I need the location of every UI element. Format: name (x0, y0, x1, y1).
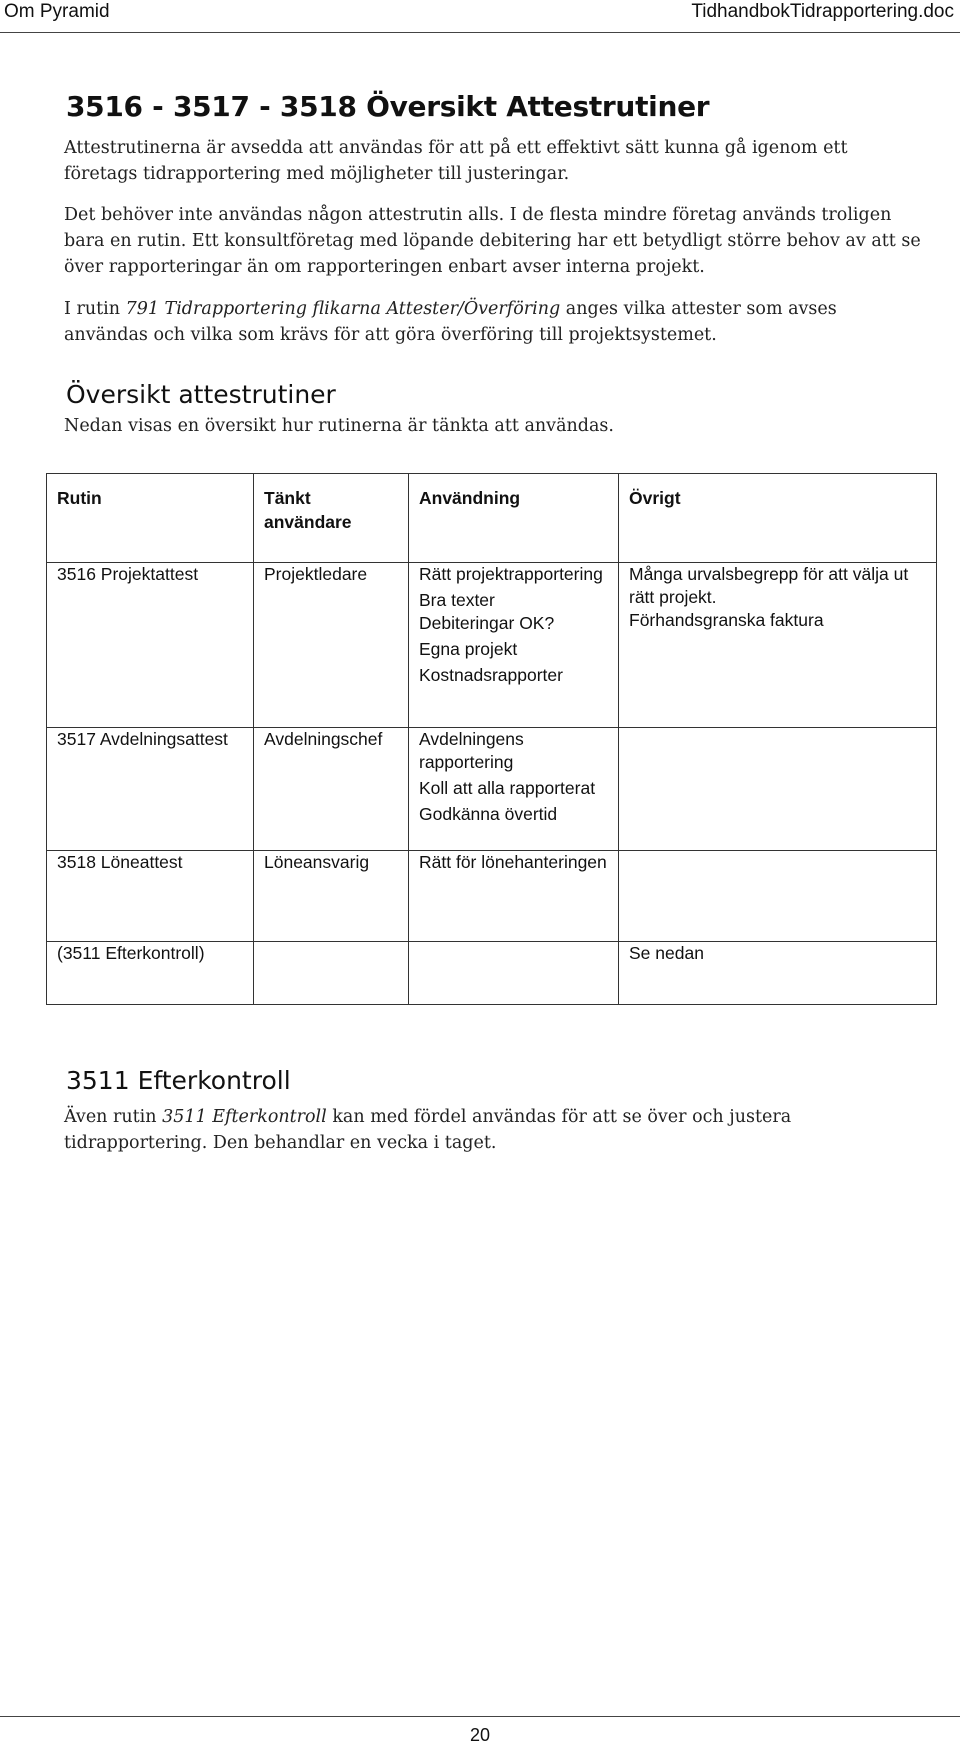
column-header-anvandare: Tänkt användare (254, 474, 409, 563)
efterkontroll-paragraph (64, 1104, 924, 1156)
efterkontroll-heading: 3511 Efterkontroll (66, 1066, 291, 1095)
routine-reference: 791 Tidrapportering flikarna Attester/Överföring (125, 299, 561, 319)
efterkontroll-text-end: kan med fördel användas för att se över och justera tidrapportering. Den behandlar en vecka i taget. (64, 1107, 792, 1153)
usage-paragraph: Det behöver inte användas någon attestrutin alls. I de flesta mindre företag används troligen bara en rutin. Ett konsultföretag med löpande debitering har ett betydligt större behov av att se över rapporteringar än om rapporteringen enbart avser interna projekt. (64, 205, 921, 277)
cell-anvandare: Projektledare (254, 563, 409, 728)
intro-paragraph: Attestrutinerna är avsedda att användas för att på ett effektivt sätt kunna gå igenom ett företags tidrapportering med möjligheter till justeringar. (64, 138, 848, 184)
usage-item: Debiteringar OK? (419, 613, 555, 633)
cell-anvandning (409, 728, 619, 851)
table-row (47, 851, 937, 942)
usage-item: Koll att alla rapporterat (419, 778, 596, 798)
usage-item: Egna projekt (419, 639, 518, 659)
cell-anvandning (409, 851, 619, 942)
usage-item: Kostnadsrapporter (419, 665, 563, 685)
column-header-rutin: Rutin (47, 474, 254, 563)
table-row (47, 942, 937, 1005)
cell-anvandning (409, 942, 619, 1005)
usage-item: Avdelningens rapportering (419, 729, 524, 772)
overview-heading: Översikt attestrutiner (66, 380, 336, 409)
page-header (0, 0, 960, 28)
cell-anvandare (254, 942, 409, 1005)
table-row (47, 728, 937, 851)
usage-item: Rätt för lönehanteringen (419, 852, 607, 872)
cell-anvandare: Avdelningschef (254, 728, 409, 851)
cell-ovrigt (619, 851, 937, 942)
page-number: 20 (469, 1725, 491, 1745)
column-header-anvandning: Användning (409, 474, 619, 563)
cell-ovrigt (619, 563, 937, 728)
cell-rutin: 3518 Löneattest (47, 851, 254, 942)
overview-intro: Nedan visas en översikt hur rutinerna är tänkta att användas. (64, 416, 614, 436)
settings-text-start: I rutin (64, 299, 126, 319)
page-title: 3516 - 3517 - 3518 Översikt Attestrutiner (66, 90, 710, 123)
table-header-row (47, 474, 937, 563)
header-document-name: TidhandbokTidrapportering.doc (691, 1, 954, 22)
cell-rutin: 3517 Avdelningsattest (47, 728, 254, 851)
cell-ovrigt (619, 728, 937, 851)
header-divider (0, 32, 960, 33)
usage-item: Godkänna övertid (419, 804, 558, 824)
note-item: Många urvalsbegrepp för att välja ut rätt projekt. (629, 564, 909, 607)
settings-text-end: anges vilka attester som avses användas och vilka som krävs för att göra överföring till projektsystemet. (64, 299, 837, 345)
cell-ovrigt (619, 942, 937, 1005)
routines-table (46, 473, 937, 1005)
cell-anvandare: Löneansvarig (254, 851, 409, 942)
footer-divider (0, 1716, 960, 1717)
efterkontroll-text-start: Även rutin (64, 1107, 163, 1127)
settings-paragraph (64, 296, 924, 348)
cell-rutin: 3516 Projektattest (47, 563, 254, 728)
usage-item: Rätt projektrapportering (419, 564, 603, 584)
table-row (47, 563, 937, 728)
column-header-ovrigt: Övrigt (619, 474, 937, 563)
efterkontroll-reference: 3511 Efterkontroll (162, 1107, 327, 1127)
header-product-name: Om Pyramid (4, 1, 110, 22)
cell-rutin: (3511 Efterkontroll) (47, 942, 254, 1005)
note-item: Förhandsgranska faktura (629, 610, 824, 630)
usage-item: Bra texter (419, 590, 495, 610)
note-item: Se nedan (629, 943, 704, 963)
cell-anvandning (409, 563, 619, 728)
